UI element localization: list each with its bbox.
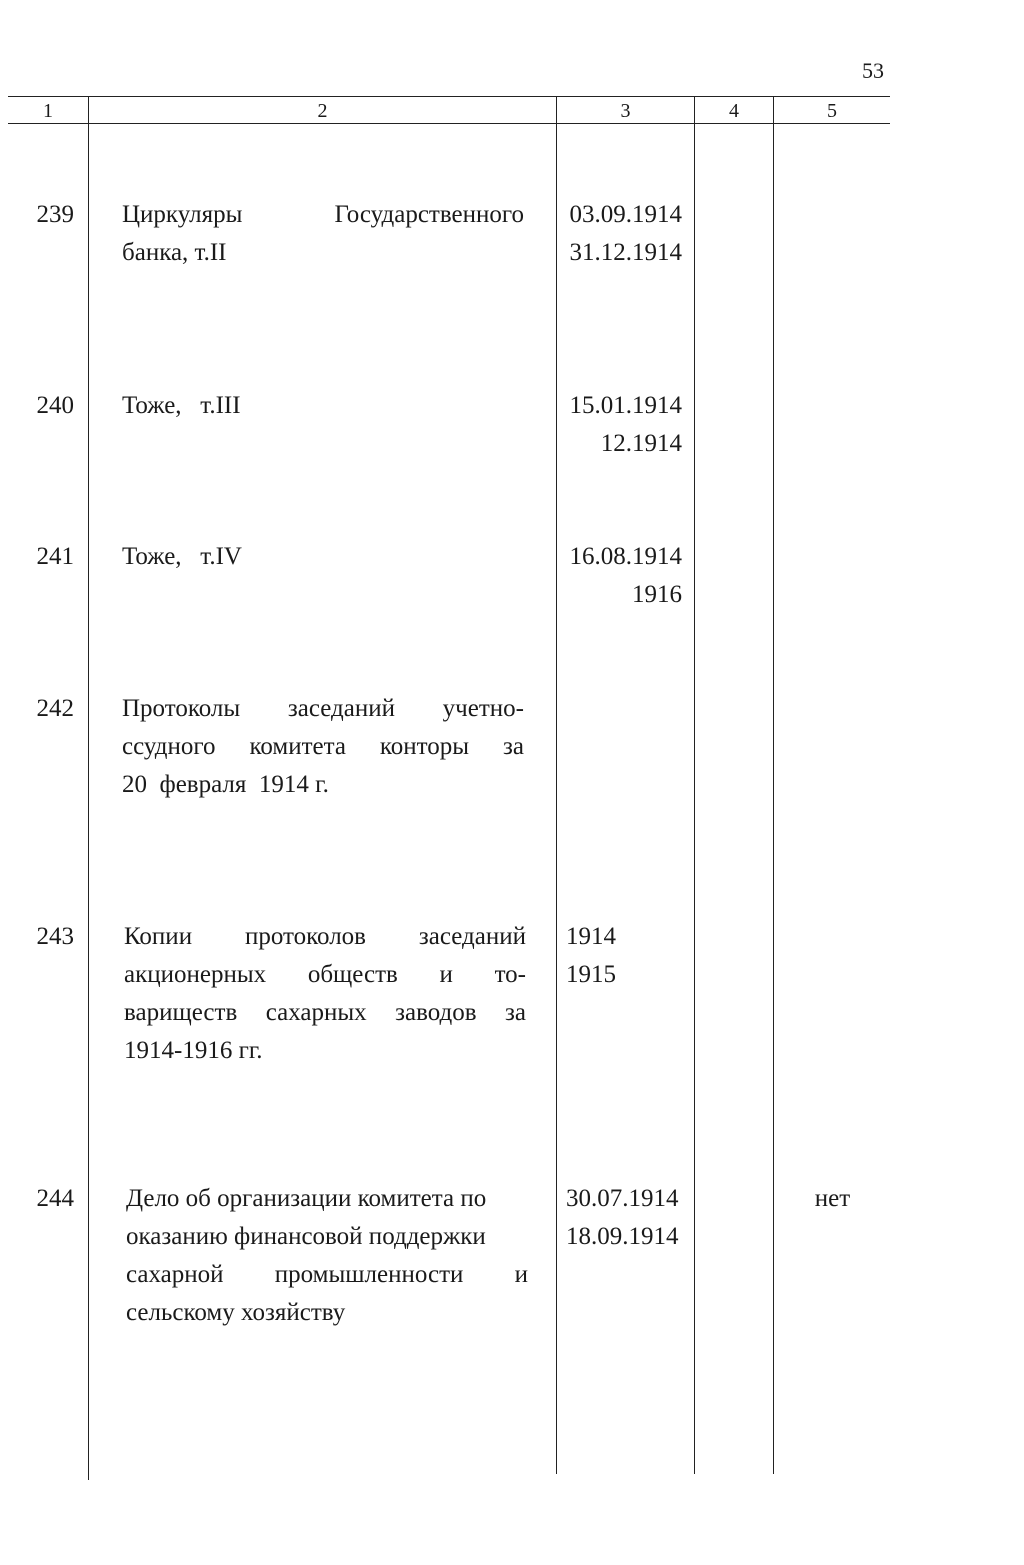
row-dates bbox=[562, 538, 682, 614]
title-line bbox=[126, 1256, 528, 1294]
title-word: учетно- bbox=[442, 695, 524, 722]
date-value: 18.09.1914 bbox=[566, 1223, 679, 1250]
date-value: 12.1914 bbox=[600, 430, 682, 457]
title-line bbox=[122, 196, 524, 234]
column-divider-2 bbox=[556, 96, 557, 1474]
title-word: за bbox=[504, 999, 526, 1026]
title-word: сахарной bbox=[126, 1261, 224, 1288]
title-word: протоколов bbox=[245, 923, 366, 950]
title-word: то- bbox=[494, 961, 526, 988]
title-line bbox=[122, 234, 524, 272]
title-line bbox=[122, 387, 524, 425]
title-word: обществ bbox=[307, 961, 398, 988]
title-word: и bbox=[514, 1261, 528, 1288]
date-value: 1916 bbox=[632, 581, 682, 608]
title-line bbox=[122, 538, 524, 576]
title-line bbox=[126, 1294, 528, 1332]
column-divider-3 bbox=[694, 96, 695, 1474]
title-word: Государственного bbox=[334, 201, 524, 228]
column-header-2: 2 bbox=[317, 100, 328, 122]
title-word: конторы bbox=[379, 733, 470, 760]
column-divider-1 bbox=[88, 96, 89, 1480]
date-value: 15.01.1914 bbox=[569, 392, 682, 419]
title-line bbox=[126, 1218, 528, 1256]
row-number: 244 bbox=[36, 1185, 74, 1212]
row-title bbox=[122, 538, 524, 576]
title-word: заводов bbox=[395, 999, 477, 1026]
title-word: вариществ bbox=[124, 999, 238, 1026]
row-dates bbox=[562, 196, 682, 272]
title-word: акционерных bbox=[124, 961, 267, 988]
title-line bbox=[122, 766, 524, 804]
title-word: Циркуляры bbox=[122, 201, 243, 228]
column-divider-4 bbox=[773, 96, 774, 1474]
title-line bbox=[124, 956, 526, 994]
row-dates bbox=[566, 1180, 686, 1256]
row-note: нет bbox=[814, 1185, 851, 1212]
title-word: промышленности bbox=[274, 1261, 464, 1288]
title-word: Тоже, т.III bbox=[122, 392, 241, 419]
title-word: заседаний bbox=[287, 695, 395, 722]
title-line bbox=[124, 918, 526, 956]
title-word: оказанию финансовой поддержки bbox=[126, 1223, 486, 1250]
title-word: Тоже, т.IV bbox=[122, 543, 242, 570]
row-number: 242 bbox=[36, 695, 74, 722]
title-line bbox=[122, 728, 524, 766]
title-word: банка, т.II bbox=[122, 239, 227, 266]
date-value: 31.12.1914 bbox=[569, 239, 682, 266]
row-title bbox=[122, 690, 524, 804]
title-word: сельскому хозяйству bbox=[126, 1299, 346, 1326]
row-dates bbox=[562, 387, 682, 463]
column-header-3: 3 bbox=[620, 100, 631, 122]
title-word: сахарных bbox=[265, 999, 367, 1026]
date-value: 1915 bbox=[566, 961, 616, 988]
title-line bbox=[124, 994, 526, 1032]
column-header-1: 1 bbox=[43, 100, 53, 122]
row-title bbox=[124, 918, 526, 1070]
date-value: 30.07.1914 bbox=[566, 1185, 679, 1212]
title-line bbox=[126, 1180, 528, 1218]
table-header-border bbox=[8, 123, 890, 124]
title-word: комитета bbox=[249, 733, 346, 760]
row-title bbox=[122, 196, 524, 272]
page-number: 53 bbox=[862, 58, 884, 83]
title-word: заседаний bbox=[418, 923, 526, 950]
row-dates bbox=[566, 918, 686, 994]
column-header-5: 5 bbox=[827, 100, 837, 122]
row-number: 241 bbox=[36, 543, 74, 570]
row-title bbox=[122, 387, 524, 425]
date-value: 1914 bbox=[566, 923, 616, 950]
row-number: 239 bbox=[36, 201, 74, 228]
title-word: 1914-1916 гг. bbox=[124, 1037, 263, 1064]
row-title bbox=[126, 1180, 528, 1332]
date-value: 16.08.1914 bbox=[569, 543, 682, 570]
title-line bbox=[124, 1032, 526, 1070]
table-top-border bbox=[8, 96, 890, 97]
title-word: ссудного bbox=[122, 733, 216, 760]
title-word: за bbox=[503, 733, 524, 760]
title-word: 20 февраля 1914 г. bbox=[122, 771, 329, 798]
row-number: 240 bbox=[36, 392, 74, 419]
column-header-4: 4 bbox=[729, 100, 739, 122]
title-word: и bbox=[439, 961, 453, 988]
title-line bbox=[122, 690, 524, 728]
row-number: 243 bbox=[36, 923, 74, 950]
title-word: Копии bbox=[124, 923, 193, 950]
title-word: Протоколы bbox=[122, 695, 241, 722]
date-value: 03.09.1914 bbox=[569, 201, 682, 228]
title-word: Дело об организации комитета по bbox=[126, 1185, 487, 1212]
